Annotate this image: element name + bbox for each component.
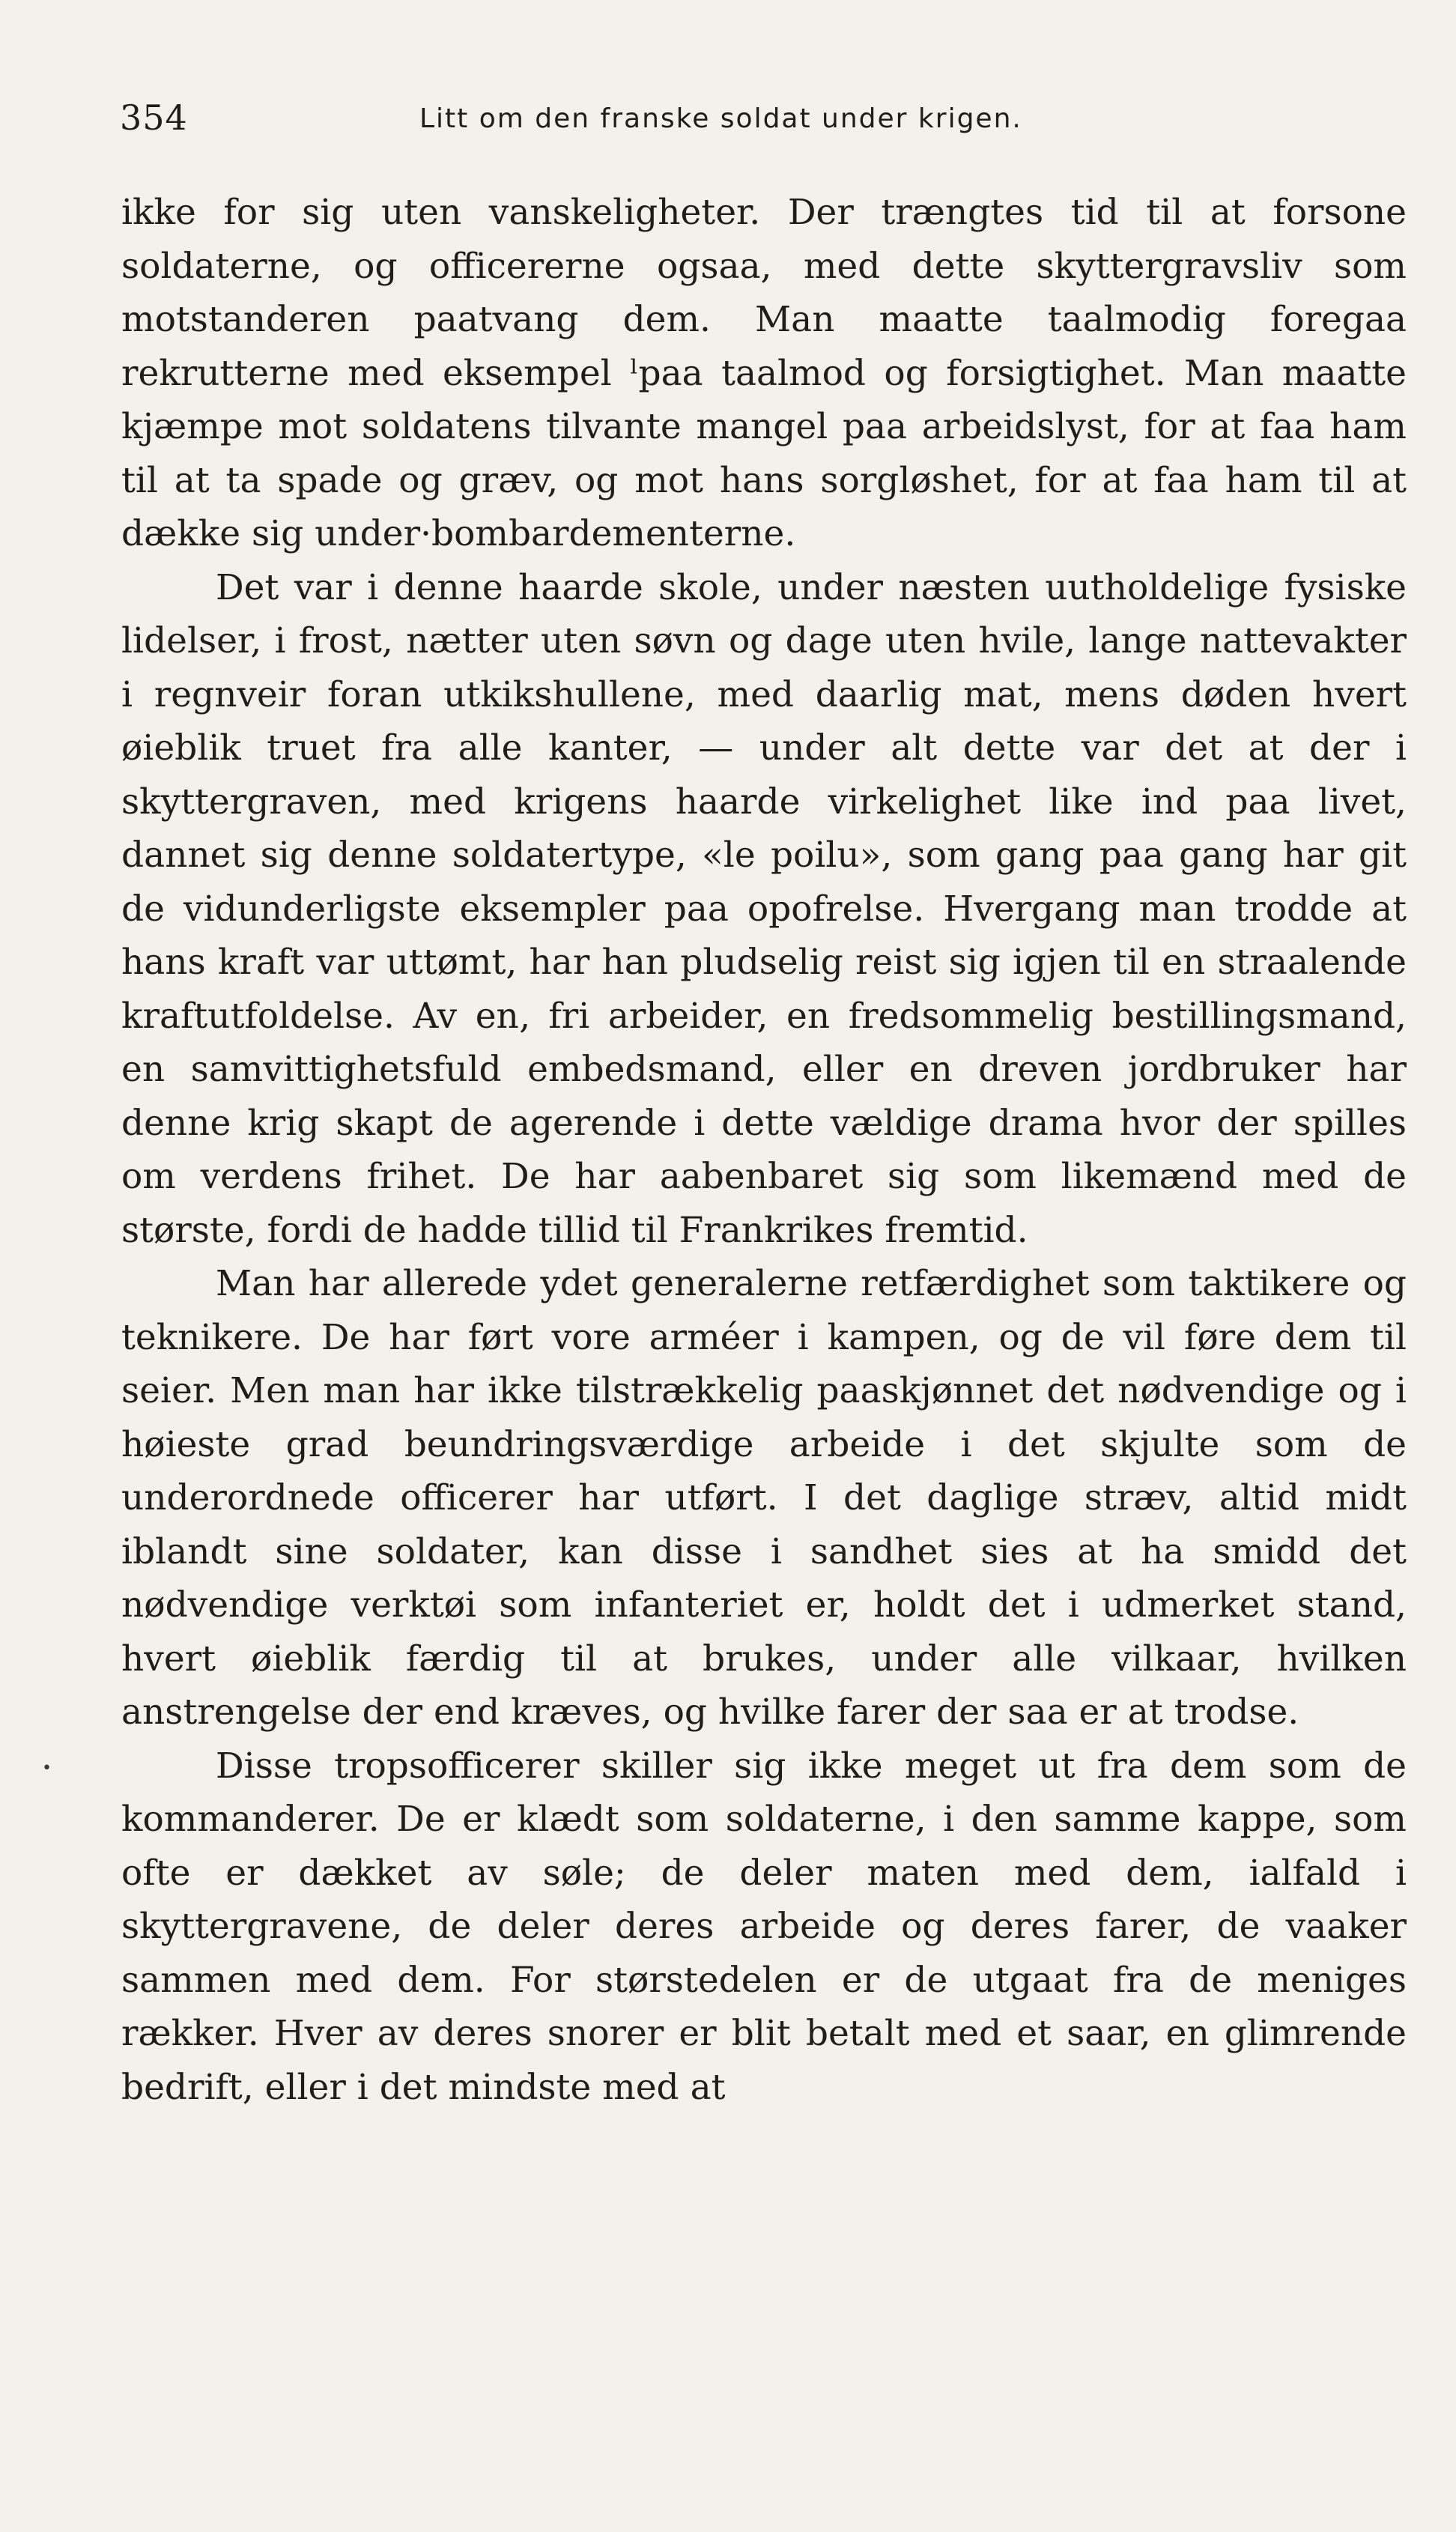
page-header xyxy=(120,97,1408,157)
page-number: 354 xyxy=(120,97,188,138)
body-text xyxy=(121,186,1407,2114)
paragraph: Det var i denne haarde skole, under næsten uutholdelige fysiske lidelser, i frost, nætter uten søvn og dage uten hvile, lange nattevakter i regnveir foran utkikshullene, med daarlig mat, mens døden hvert øieblik truet fra alle kanter, — under alt dette var det at der i skyttergraven, med krigens haarde virkelighet like ind paa livet, dannet sig denne soldatertype, «le poilu», som gang paa gang har git de vidunderligste eksempler paa opofrelse. Hvergang man trodde at hans kraft var uttømt, har han pludselig reist sig igjen til en straalende kraftutfoldelse. Av en‚ fri arbeider, en fredsommelig bestillingsmand, en samvittighetsfuld embedsmand, eller en dreven jordbruker har denne krig skapt de agerende i dette vældige drama hvor der spilles om verdens frihet. De har aabenbaret sig som likemænd med de største, fordi de hadde tillid til Frankrikes fremtid. xyxy=(121,566,1407,1251)
paragraph: Disse tropsofficerer skiller sig ikke meget ut fra dem som de kommanderer. De er klædt som soldaterne, i den samme kappe, som ofte er dækket av søle; de deler maten med dem, ialfald i skyttergravene, de deler deres arbeide og deres farer, de vaaker sammen med dem. For størstedelen er de utgaat fra de meniges rækker. Hver av deres snorer er blit betalt med et saar, en glimrende bedrift, eller i det mindste med at xyxy=(121,1745,1407,2108)
paragraph-continuation: ikke for sig uten vanskeligheter. Der trængtes tid til at forsone soldaterne, og officererne ogsaa, med dette skyttergravsliv som motstanderen paatvang dem. Man maatte taalmodig foregaa rekrutterne med eksempel ˡpaa taalmod og forsigtighet. Man maatte kjæmpe mot soldatens tilvante mangel paa arbeidslyst, for at faa ham til at ta spade og græv, og mot hans sorgløshet, for at faa ham til at dække sig under·bombardementerne. xyxy=(121,192,1407,554)
paragraph: Man har allerede ydet generalerne retfærdighet som taktikere og teknikere. De har ført vore arméer i kampen, og de vil føre dem til seier. Men man har ikke tilstrækkelig paaskjønnet det nødvendige og i høieste grad beundringsværdige arbeide i det skjulte som de underordnede officerer har utført. I det daglige stræv, altid midt iblandt sine soldater, kan disse i sandhet sies at ha smidd det nødvendige verktøi som infanteriet er, holdt det i udmerket stand, hvert øieblik færdig til at brukes, under alle vilkaar, hvilken anstrengelse der end kræves, og hvilke farer der saa er at trodse. xyxy=(121,1263,1407,1733)
margin-mark: • xyxy=(42,1759,52,1778)
running-title: Litt om den franske soldat under krigen. xyxy=(419,103,1022,134)
